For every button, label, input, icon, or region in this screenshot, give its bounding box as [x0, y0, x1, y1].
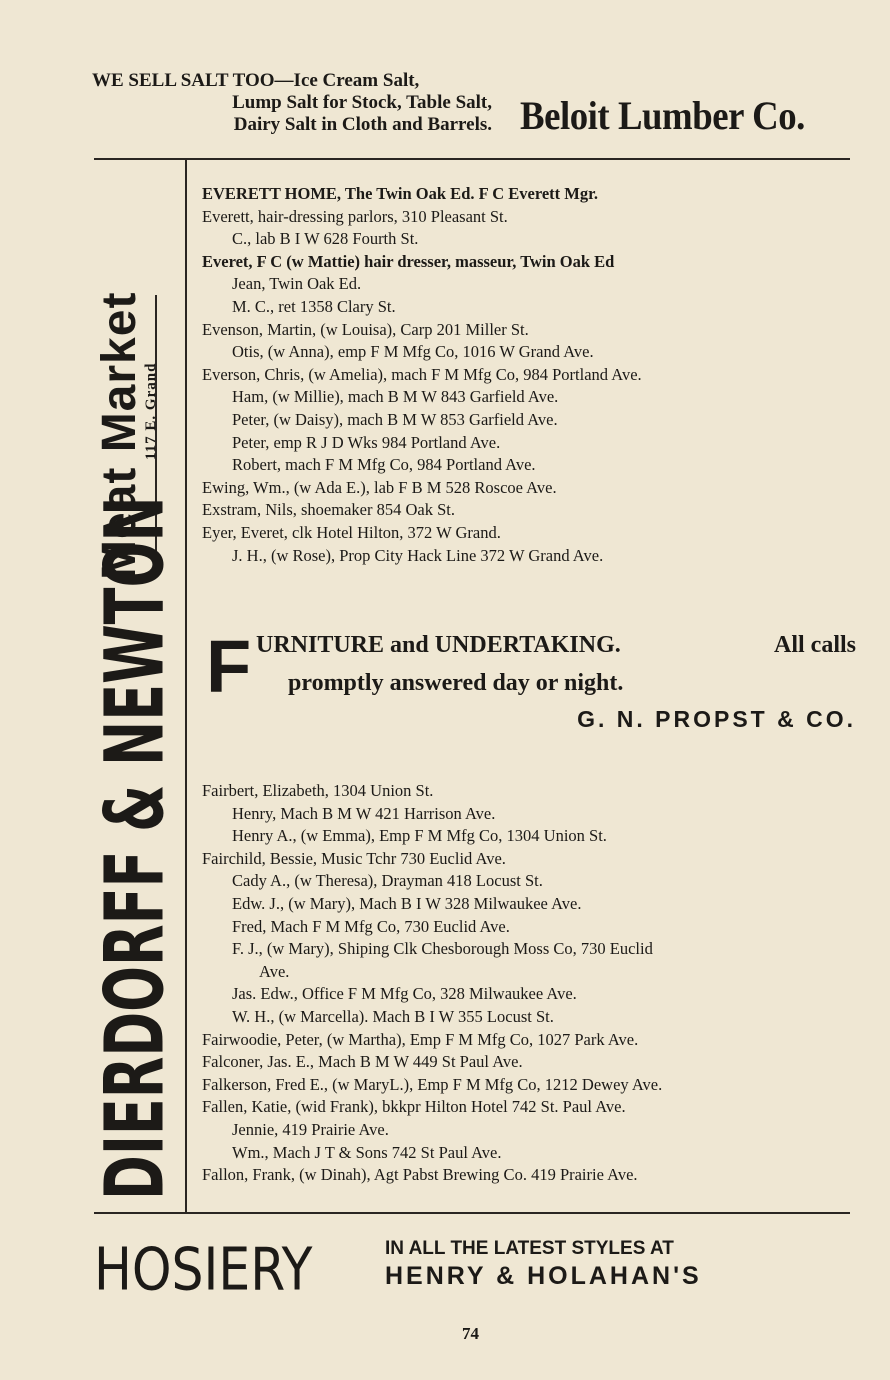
- directory-entry: Jas. Edw., Office F M Mfg Co, 328 Milwaukee Ave.: [232, 984, 577, 1004]
- bottom-rule: [94, 1212, 850, 1214]
- furniture-ad-line-1: URNITURE and UNDERTAKING.: [256, 632, 621, 658]
- salt-ad-line-2: Lump Salt for Stock, Table Salt,: [232, 92, 492, 113]
- hosiery-ad-title: HOSIERY: [94, 1236, 313, 1305]
- directory-entry: Fairbert, Elizabeth, 1304 Union St.: [202, 781, 434, 800]
- furniture-undertaking-ad: [206, 625, 856, 742]
- directory-entry: Evenson, Martin, (w Louisa), Carp 201 Miller St.: [202, 319, 529, 339]
- directory-entry: Eyer, Everet, clk Hotel Hilton, 372 W Grand.: [202, 522, 501, 542]
- directory-entry: Peter, (w Daisy), mach B M W 853 Garfield Ave.: [232, 409, 558, 429]
- directory-entry: Falconer, Jas. E., Mach B M W 449 St Paul Ave.: [202, 1052, 523, 1072]
- directory-entry: Fred, Mach F M Mfg Co, 730 Euclid Ave.: [232, 916, 510, 936]
- holahan-store-name: HENRY & HOLAHAN'S: [385, 1262, 702, 1290]
- salt-advertisement: [92, 70, 492, 136]
- directory-entry: F. J., (w Mary), Shiping Clk Chesborough Moss Co, 730 Euclid: [232, 939, 653, 959]
- directory-entry: Peter, emp R J D Wks 984 Portland Ave.: [232, 432, 501, 452]
- directory-entry: Fairchild, Bessie, Music Tchr 730 Euclid Ave.: [202, 848, 506, 868]
- directory-entry: Fairwoodie, Peter, (w Martha), Emp F M Mfg Co, 1027 Park Ave.: [202, 1029, 639, 1049]
- beloit-lumber-name: Beloit Lumber Co.: [520, 93, 805, 138]
- directory-entry: W. H., (w Marcella). Mach B I W 355 Locust St.: [232, 1006, 554, 1026]
- directory-entries-f: [202, 780, 862, 1187]
- furniture-ad-line-1-right: All calls: [774, 632, 856, 658]
- top-rule: [94, 158, 850, 160]
- directory-entry: Everson, Chris, (w Amelia), mach F M Mfg Co, 984 Portland Ave.: [202, 364, 642, 384]
- propst-company-name: G. N. PROPST & CO.: [577, 706, 856, 732]
- directory-entry: Wm., Mach J T & Sons 742 St Paul Ave.: [232, 1142, 502, 1162]
- directory-entry: Everett, hair-dressing parlors, 310 Pleasant St.: [202, 206, 508, 226]
- directory-entry: Falkerson, Fred E., (w MaryL.), Emp F M Mfg Co, 1212 Dewey Ave.: [202, 1074, 663, 1094]
- dierdorff-newton-ad: DIERDORFF & NEWTON: [88, 496, 183, 1200]
- meat-market-address: 117 E. Grand: [143, 362, 159, 460]
- meat-market-ad: Meat Market: [93, 291, 146, 580]
- directory-entry: Ham, (w Millie), mach B M W 843 Garfield Ave.: [232, 387, 559, 407]
- sidebar-rule: [185, 158, 187, 1212]
- directory-entry: Fallen, Katie, (wid Frank), bkkpr Hilton Hotel 742 St. Paul Ave.: [202, 1097, 626, 1117]
- directory-entry: C., lab B I W 628 Fourth St.: [232, 229, 419, 249]
- directory-entry: Fallon, Frank, (w Dinah), Agt Pabst Brewing Co. 419 Prairie Ave.: [202, 1165, 638, 1185]
- directory-entry: Ewing, Wm., (w Ada E.), lab F B M 528 Roscoe Ave.: [202, 477, 557, 497]
- salt-ad-line-1: WE SELL SALT TOO—Ice Cream Salt,: [92, 70, 420, 91]
- hosiery-ad-styles: IN ALL THE LATEST STYLES AT: [385, 1238, 674, 1259]
- directory-entry: Ave.: [259, 961, 290, 981]
- directory-entry: Cady A., (w Theresa), Drayman 418 Locust St.: [232, 871, 543, 891]
- directory-entry: Henry, Mach B M W 421 Harrison Ave.: [232, 803, 496, 823]
- directory-entry: EVERETT HOME, The Twin Oak Ed. F C Everett Mgr.: [202, 184, 599, 203]
- directory-entry: Robert, mach F M Mfg Co, 984 Portland Ave.: [232, 455, 536, 475]
- directory-entry: Jennie, 419 Prairie Ave.: [232, 1119, 389, 1139]
- directory-entry: Jean, Twin Oak Ed.: [232, 274, 362, 294]
- directory-entry: J. H., (w Rose), Prop City Hack Line 372 W Grand Ave.: [232, 545, 604, 565]
- salt-ad-line-3: Dairy Salt in Cloth and Barrels.: [233, 114, 492, 135]
- directory-entry: Henry A., (w Emma), Emp F M Mfg Co, 1304 Union St.: [232, 826, 607, 846]
- directory-entry: Everet, F C (w Mattie) hair dresser, masseur, Twin Oak Ed: [202, 251, 615, 271]
- furniture-dropcap: F: [206, 625, 252, 708]
- directory-entry: Otis, (w Anna), emp F M Mfg Co, 1016 W Grand Ave.: [232, 342, 594, 362]
- directory-entry: Edw. J., (w Mary), Mach B I W 328 Milwaukee Ave.: [232, 893, 582, 913]
- directory-entry: M. C., ret 1358 Clary St.: [232, 296, 396, 316]
- directory-entries-e: [202, 183, 862, 567]
- page-number: 74: [462, 1324, 479, 1343]
- furniture-ad-line-2: promptly answered day or night.: [288, 670, 624, 696]
- directory-entry: Exstram, Nils, shoemaker 854 Oak St.: [202, 500, 455, 520]
